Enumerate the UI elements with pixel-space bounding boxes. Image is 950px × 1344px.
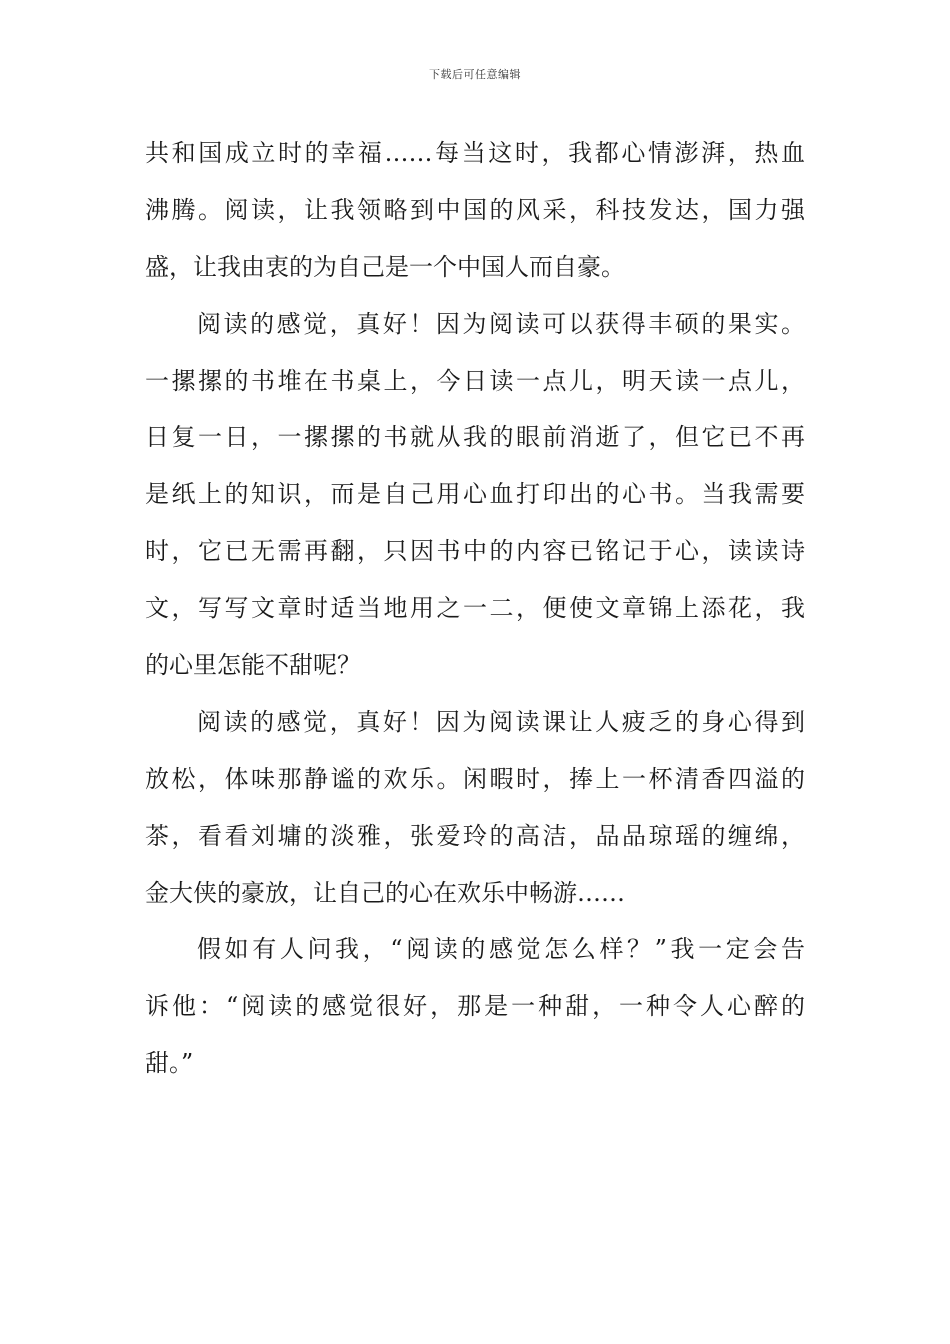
text-line: 假如有人问我，“阅读的感觉怎么样？”我一定会告 (197, 935, 805, 964)
text-line: 金大侠的豪放，让自己的心在欢乐中畅游…… (145, 878, 625, 907)
text-line: 时，它已无需再翻，只因书中的内容已铭记于心，读读诗 (145, 537, 805, 566)
text-line: 阅读的感觉，真好！因为阅读课让人疲乏的身心得到 (197, 707, 805, 736)
page-header: 下载后可任意编辑 (429, 68, 521, 81)
text-line: 一摞摞的书堆在书桌上，今日读一点儿，明天读一点儿， (145, 366, 805, 395)
text-line: 放松，体味那静谧的欢乐。闲暇时，捧上一杯清香四溢的 (145, 764, 805, 793)
text-line: 的心里怎能不甜呢？ (145, 651, 361, 680)
text-line: 沸腾。阅读，让我领略到中国的风采，科技发达，国力强 (145, 195, 805, 224)
text-line: 是纸上的知识，而是自己用心血打印出的心书。当我需要 (145, 480, 805, 509)
text-line: 甜。” (145, 1049, 194, 1078)
document-body (145, 125, 805, 1092)
text-line: 阅读的感觉，真好！因为阅读可以获得丰硕的果实。 (197, 309, 805, 338)
text-line: 盛，让我由衷的为自己是一个中国人而自豪。 (145, 252, 625, 281)
text-line: 共和国成立时的幸福……每当这时，我都心情澎湃，热血 (145, 139, 805, 167)
text-line: 茶，看看刘墉的淡雅，张爱玲的高洁，品品琼瑶的缠绵， (145, 821, 805, 850)
text-line: 诉他：“阅读的感觉很好，那是一种甜，一种令人心醉的 (145, 992, 805, 1021)
text-line: 文，写写文章时适当地用之一二，便使文章锦上添花，我 (145, 594, 805, 623)
text-line: 日复一日，一摞摞的书就从我的眼前消逝了，但它已不再 (145, 423, 805, 452)
